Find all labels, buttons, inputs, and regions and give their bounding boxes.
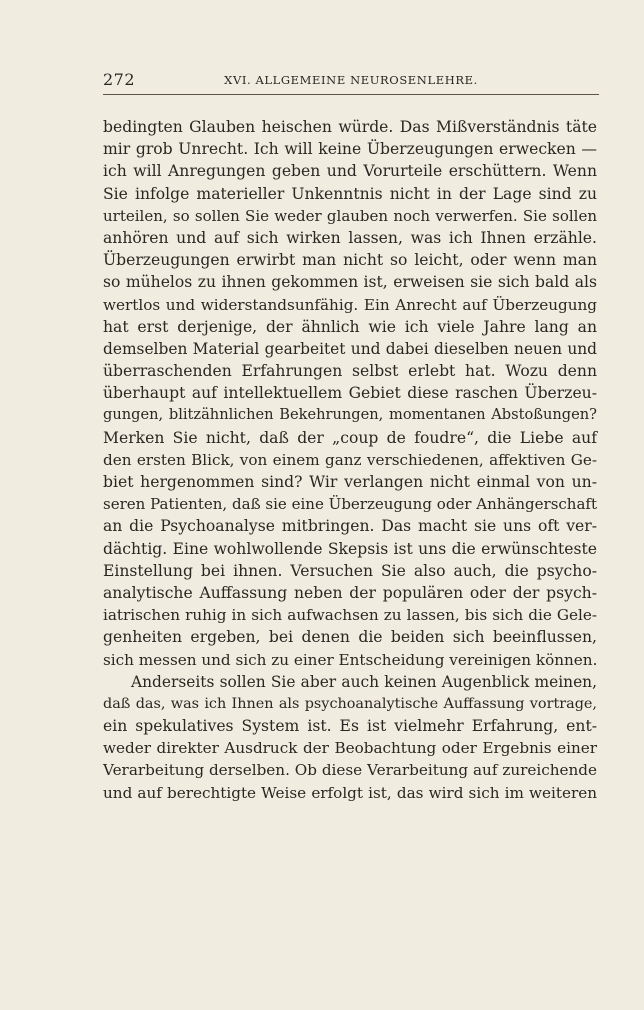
running-head: XVI. ALLGEMEINE NEUROSENLEHRE. bbox=[224, 73, 478, 87]
text-line: Sie infolge materieller Unkenntnis nicht in der Lage sind zu bbox=[103, 184, 597, 203]
text-line: biet hergenommen sind? Wir verlangen nicht einmal von un- bbox=[103, 473, 597, 491]
text-line: demselben Material gearbeitet und dabei dieselben neuen und bbox=[103, 339, 597, 358]
text-line: überhaupt auf intellektuellem Gebiet diese raschen Überzeu- bbox=[103, 384, 597, 403]
text-line: anhören und auf sich wirken lassen, was ich Ihnen erzähle. bbox=[103, 228, 597, 247]
text-line: sich messen und sich zu einer Entscheidung vereinigen können. bbox=[103, 650, 598, 669]
text-line: den ersten Blick, von einem ganz verschiedenen, affektiven Ge- bbox=[103, 450, 597, 469]
text-line: ich will Anregungen geben und Vorurteile erschüttern. Wenn bbox=[103, 162, 597, 181]
text-line: daß das, was ich Ihnen als psychoanalytische Auffassung vortrage, bbox=[103, 695, 597, 712]
text-line: und auf berechtigte Weise erfolgt ist, das wird sich im weiteren bbox=[103, 783, 597, 802]
text-line: analytische Auffassung neben der populären oder der psych- bbox=[103, 583, 597, 602]
text-line: Einstellung bei ihnen. Versuchen Sie also auch, die psycho- bbox=[103, 561, 597, 580]
header-rule bbox=[103, 94, 599, 95]
text-line: Anderseits sollen Sie aber auch keinen Augenblick meinen, bbox=[131, 672, 597, 691]
text-line: an die Psychoanalyse mitbringen. Das macht sie uns oft ver- bbox=[103, 517, 597, 536]
text-line: weder direkter Ausdruck der Beobachtung oder Ergebnis einer bbox=[103, 739, 597, 758]
page-number: 272 bbox=[103, 70, 136, 89]
text-line: Überzeugungen erwirbt man nicht so leicht, oder wenn man bbox=[103, 251, 597, 270]
text-line: überraschenden Erfahrungen selbst erlebt hat. Wozu denn bbox=[103, 362, 597, 381]
page-header bbox=[103, 70, 599, 92]
text-line: mir grob Unrecht. Ich will keine Überzeugungen erwecken — bbox=[103, 140, 597, 159]
text-line: iatrischen ruhig in sich aufwachsen zu lassen, bis sich die Gele- bbox=[103, 606, 597, 625]
text-line: genheiten ergeben, bei denen die beiden sich beeinflussen, bbox=[103, 628, 597, 647]
body-text bbox=[103, 116, 597, 804]
text-line: ein spekulatives System ist. Es ist vielmehr Erfahrung, ent- bbox=[103, 717, 597, 736]
text-line: gungen, blitzähnlichen Bekehrungen, momentanen Abstoßungen? bbox=[103, 406, 597, 424]
text-line: bedingten Glauben heischen würde. Das Mißverständnis täte bbox=[103, 118, 597, 136]
text-line: hat erst derjenige, der ähnlich wie ich viele Jahre lang an bbox=[103, 317, 597, 336]
text-line: wertlos und widerstandsunfähig. Ein Anrecht auf Überzeugung bbox=[103, 295, 597, 314]
text-line: seren Patienten, daß sie eine Überzeugung oder Anhängerschaft bbox=[103, 495, 597, 514]
text-line: so mühelos zu ihnen gekommen ist, erweisen sie sich bald als bbox=[103, 273, 597, 292]
text-line: dächtig. Eine wohlwollende Skepsis ist uns die erwünschteste bbox=[103, 539, 597, 558]
text-line: urteilen, so sollen Sie weder glauben noch verwerfen. Sie sollen bbox=[103, 206, 597, 225]
text-line: Merken Sie nicht, daß der „coup de foudre“, die Liebe auf bbox=[103, 428, 597, 447]
text-line: Verarbeitung derselben. Ob diese Verarbeitung auf zureichende bbox=[103, 761, 597, 780]
